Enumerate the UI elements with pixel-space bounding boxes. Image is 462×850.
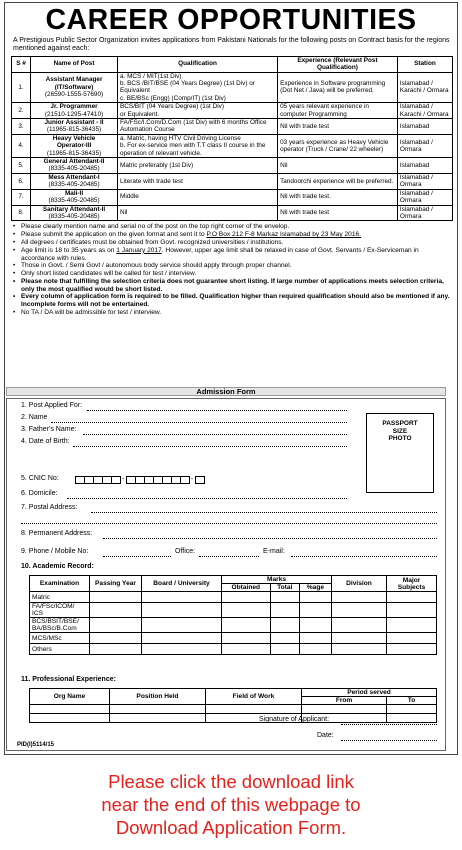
posts-table bbox=[11, 56, 453, 222]
prof-row[interactable] bbox=[30, 714, 437, 723]
post-qualification bbox=[118, 189, 278, 205]
post-code: (21510-1295-47410) bbox=[44, 110, 104, 118]
note-text: Only short listed candidates will be called for test / interview. bbox=[21, 270, 197, 278]
photo-label-3: PHOTO bbox=[388, 435, 412, 442]
field-domicile-label: 6. Domicile: bbox=[21, 490, 58, 497]
post-name: Mess Attendant-I bbox=[48, 173, 100, 181]
note-text: Age limit is 18 to 35 years as on bbox=[21, 246, 117, 254]
form-title: Admission Form bbox=[6, 387, 446, 396]
post-name-cell bbox=[31, 119, 118, 135]
post-experience: Nil with trade test bbox=[278, 119, 398, 135]
post-name-cell bbox=[31, 134, 118, 157]
notes-list bbox=[5, 221, 457, 317]
post-sno: 8. bbox=[12, 205, 31, 221]
acad-header-total: Total bbox=[270, 584, 299, 592]
note-item bbox=[13, 270, 453, 278]
acad-header-passing: Passing Year bbox=[90, 576, 142, 592]
post-row bbox=[12, 72, 453, 103]
field-permanent-line[interactable] bbox=[103, 538, 437, 539]
post-station: Islamabad / Ormara bbox=[397, 134, 452, 157]
note-text: All degrees / certificates must be obtained from Govt. recognized universities / institutions. bbox=[21, 238, 284, 246]
cnic-boxes[interactable] bbox=[75, 476, 204, 484]
post-row bbox=[12, 205, 453, 221]
prof-header-position: Position Held bbox=[110, 689, 206, 705]
notice-line-1: Please click the download link bbox=[108, 771, 354, 792]
field-postal-label: 7. Postal Address: bbox=[21, 504, 78, 511]
qualification-line: b. For ex-service men with T.T class II course in the operation of relevant vehicle. bbox=[120, 142, 266, 157]
prof-header-from: From bbox=[302, 697, 387, 705]
post-experience: Nil with trade test bbox=[278, 205, 398, 221]
post-name: Mali-II bbox=[64, 189, 84, 197]
field-post-label: 1. Post Applied For: bbox=[21, 402, 83, 409]
academic-exam: Others bbox=[30, 644, 90, 655]
post-row bbox=[12, 134, 453, 157]
note-item bbox=[13, 239, 453, 247]
prof-header-to: To bbox=[387, 697, 437, 705]
qualification-line: c. BE/BSc (Engg) (Comp/IT) (1st Div) bbox=[120, 94, 226, 102]
notice-line-3: Download Application Form. bbox=[115, 817, 347, 838]
qualification-line: FA/FSc/I.Com/D.Com (1st Div) with 6 months Office Automation Course bbox=[120, 119, 267, 134]
post-code: (8335-405-20485) bbox=[48, 212, 100, 220]
qualification-line: Literate with trade test bbox=[120, 177, 183, 185]
post-code: (11965-815-36435) bbox=[46, 149, 102, 157]
academic-exam: MCS/MSc bbox=[30, 633, 90, 644]
note-item bbox=[13, 262, 453, 270]
acad-header-major: Major Subjects bbox=[387, 576, 437, 592]
signature-label: Signature of Applicant: bbox=[259, 716, 330, 723]
post-sno: 1. bbox=[12, 72, 31, 103]
post-experience: 05 years relevant experience in computer Programming bbox=[278, 103, 398, 119]
post-sno: 6. bbox=[12, 173, 31, 189]
note-text: Every column of application form is required to be filled. Qualification higher than required qualification should also be mentioned if any. Incomplete forms will not be entertained. bbox=[21, 293, 450, 309]
post-qualification bbox=[118, 119, 278, 135]
acad-header-marks: Marks bbox=[222, 576, 332, 584]
header-sno: S # bbox=[12, 56, 31, 72]
qualification-line: BCS/BIT (04 Years Degree) (1st Div) bbox=[120, 103, 224, 111]
note-text: No TA / DA will be admissible for test / interview. bbox=[21, 309, 162, 317]
field-postal-line-2[interactable] bbox=[21, 523, 437, 524]
note-item bbox=[13, 231, 453, 239]
post-qualification bbox=[118, 134, 278, 157]
header-post: Name of Post bbox=[31, 56, 118, 72]
prof-header-period: Period served bbox=[302, 689, 437, 697]
post-station: Islamabad / Karachi / Ormara bbox=[397, 72, 452, 103]
prof-header-field: Field of Work bbox=[206, 689, 302, 705]
post-row bbox=[12, 158, 453, 174]
qualification-line: or Equivalent. bbox=[120, 110, 160, 118]
academic-exam: Matric bbox=[30, 592, 90, 603]
note-item bbox=[13, 278, 453, 294]
post-code: (11965-815-36435) bbox=[46, 126, 102, 134]
note-item bbox=[13, 293, 453, 309]
post-qualification bbox=[118, 158, 278, 174]
post-qualification bbox=[118, 72, 278, 103]
post-name: Junior Assistant - II bbox=[44, 119, 104, 127]
header-qualification: Qualification bbox=[118, 56, 278, 72]
qualification-line: Middle bbox=[120, 193, 139, 201]
field-permanent-label: 8. Permanent Address: bbox=[21, 530, 93, 537]
post-code: (8335-405-20485) bbox=[48, 165, 100, 173]
post-qualification bbox=[118, 173, 278, 189]
professional-table bbox=[29, 688, 437, 723]
field-name-line[interactable] bbox=[51, 422, 347, 423]
post-station: Islamabad bbox=[397, 119, 452, 135]
date-label: Date: bbox=[317, 732, 334, 739]
post-code: (8335-405-20485) bbox=[48, 197, 100, 205]
academic-exam: FA/FSc/ICOM/ ICS bbox=[30, 603, 90, 618]
post-station: Islamabad / Ormara bbox=[397, 173, 452, 189]
field-postal-line[interactable] bbox=[91, 512, 437, 513]
post-name-2: (IT/Software) bbox=[54, 83, 94, 91]
academic-row[interactable] bbox=[30, 644, 437, 655]
cnic-dash: - bbox=[190, 476, 194, 483]
photo-label-2: SIZE bbox=[392, 427, 408, 435]
post-name-cell bbox=[31, 158, 118, 174]
post-station: Islamabad / Ormara bbox=[397, 189, 452, 205]
field-name-label: 2. Name bbox=[21, 414, 48, 421]
post-experience: Nil bbox=[278, 158, 398, 174]
acad-header-board: Board / University bbox=[142, 576, 222, 592]
post-sno: 5. bbox=[12, 158, 31, 174]
post-experience: Experience in Software programming (Dot Net / Java) will be preferred. bbox=[278, 72, 398, 103]
professional-experience-title: 11. Professional Experience: bbox=[21, 676, 116, 683]
qualification-line: b. BCS /BIT/BSE (04 Years Degree) (1st Div) or Equivalent bbox=[120, 80, 255, 95]
admission-form bbox=[6, 398, 446, 751]
field-email-label: E-mail: bbox=[263, 548, 285, 555]
qualification-line: a. Matric, having HTV Civil Driving License bbox=[120, 134, 241, 142]
post-qualification bbox=[118, 205, 278, 221]
post-name-cell bbox=[31, 103, 118, 119]
field-dob-line[interactable] bbox=[73, 446, 347, 447]
prof-header-org: Org Name bbox=[30, 689, 110, 705]
academic-table bbox=[29, 575, 437, 655]
post-row bbox=[12, 103, 453, 119]
post-sno: 7. bbox=[12, 189, 31, 205]
field-office-line[interactable] bbox=[199, 556, 259, 557]
notice-line-2: near the end of this webpage to bbox=[101, 794, 361, 815]
academic-row[interactable] bbox=[30, 592, 437, 603]
note-item bbox=[13, 223, 453, 231]
post-name: Jr. Programmer bbox=[50, 103, 98, 111]
qualification-line: a. MCS / MIT(1st Div) bbox=[120, 72, 182, 80]
pid-code: PID(I)5114/15 bbox=[17, 742, 55, 748]
note-text-after: . However, upper age limit shall be relaxed in case of Govt. Servants / Ex-Serviceman in accordance with rules. bbox=[21, 246, 419, 262]
post-name-cell bbox=[31, 72, 118, 103]
post-station: Islamabad / Ormara bbox=[397, 205, 452, 221]
academic-row[interactable] bbox=[30, 618, 437, 633]
signature-line[interactable] bbox=[341, 724, 437, 725]
academic-row[interactable] bbox=[30, 633, 437, 644]
post-name: General Attendant-II bbox=[43, 158, 105, 166]
note-highlight: 1 January 2017 bbox=[116, 246, 162, 254]
post-station: Islamabad bbox=[397, 158, 452, 174]
field-phone-line[interactable] bbox=[103, 556, 171, 557]
field-office-label: Office: bbox=[175, 548, 196, 555]
post-row bbox=[12, 189, 453, 205]
header-experience: Experience (Relevant Post Qualification) bbox=[278, 56, 398, 72]
acad-header-obtained: Obtained bbox=[222, 584, 271, 592]
acad-header-pct: %age bbox=[299, 584, 331, 592]
post-code: (8335-405-20485) bbox=[48, 181, 100, 189]
academic-exam: BCS/BSIT/BSE/ BA/BSc/B.Com bbox=[30, 618, 90, 633]
post-name-cell bbox=[31, 173, 118, 189]
note-text: Please note that fulfilling the selection criteria does not guarantee short listing. If large number of applications meets selection criteria, only the most qualified would be short listed. bbox=[21, 277, 444, 293]
note-text: Please submit the application on the given format and sent it to bbox=[21, 231, 207, 239]
note-item bbox=[13, 247, 453, 263]
post-name-cell bbox=[31, 205, 118, 221]
acad-header-exam: Examination bbox=[30, 576, 90, 592]
post-code: (26590-1555-57690) bbox=[44, 91, 104, 99]
field-cnic-label: 5. CNIC No: bbox=[21, 475, 59, 482]
date-line[interactable] bbox=[341, 740, 437, 741]
post-name: Heavy Vehicle bbox=[52, 134, 96, 142]
qualification-line: Nil bbox=[120, 209, 128, 217]
post-name: Assistant Manager bbox=[45, 76, 103, 84]
post-name: Sanitary Attendant-II bbox=[42, 205, 106, 213]
passport-photo-box bbox=[366, 413, 434, 493]
note-text: Those in Govt. / Semi Govt / autonomous body service should apply through proper channel. bbox=[21, 262, 292, 270]
post-name-2: Operator-III bbox=[56, 142, 92, 150]
prof-row[interactable] bbox=[30, 705, 437, 714]
academic-record-title: 10. Academic Record: bbox=[21, 563, 94, 570]
post-qualification bbox=[118, 103, 278, 119]
post-name-cell bbox=[31, 189, 118, 205]
header-station: Station bbox=[397, 56, 452, 72]
post-sno: 3. bbox=[12, 119, 31, 135]
post-sno: 4. bbox=[12, 134, 31, 157]
cnic-digit-box[interactable] bbox=[195, 476, 205, 484]
cnic-dash: - bbox=[121, 476, 125, 483]
note-item bbox=[13, 309, 453, 317]
post-row bbox=[12, 173, 453, 189]
qualification-line: Matric preferably (1st Div) bbox=[120, 161, 194, 169]
post-station: Islamabad / Karachi / Ormara bbox=[397, 103, 452, 119]
posts-header-row bbox=[12, 56, 453, 72]
acad-header-division: Division bbox=[332, 576, 387, 592]
intro-text: A Prestigious Public Sector Organization invites applications from Pakistani Nationals for the following posts on Contract basis for the regions mentioned against each: bbox=[13, 37, 450, 53]
note-text: Please clearly mention name and serial no of the post on the top right corner of the envelop. bbox=[21, 223, 290, 231]
field-phone-label: 9. Phone / Mobile No: bbox=[21, 548, 89, 555]
field-email-line[interactable] bbox=[291, 556, 437, 557]
field-father-line[interactable] bbox=[83, 434, 347, 435]
field-domicile-line[interactable] bbox=[67, 498, 347, 499]
page-title: CAREER OPPORTUNITIES bbox=[45, 4, 417, 36]
download-notice bbox=[0, 770, 462, 839]
field-dob-label: 4. Date of Birth: bbox=[21, 438, 70, 445]
academic-row[interactable] bbox=[30, 603, 437, 618]
post-row bbox=[12, 119, 453, 135]
post-experience: Tandoorchi experience will be preferred. bbox=[278, 173, 398, 189]
field-father-label: 3. Father's Name: bbox=[21, 426, 77, 433]
photo-label-1: PASSPORT bbox=[382, 420, 418, 427]
note-highlight: P.O Box 212 F-8 Markaz Islamabad by 23 May 2016. bbox=[206, 231, 362, 239]
post-experience: 03 years experience as Heavy Vehicle operator (Truck / Crane/ 22 wheeler) bbox=[278, 134, 398, 157]
post-experience: Nil with trade test. bbox=[278, 189, 398, 205]
field-post-line[interactable] bbox=[87, 410, 347, 411]
post-sno: 2. bbox=[12, 103, 31, 119]
